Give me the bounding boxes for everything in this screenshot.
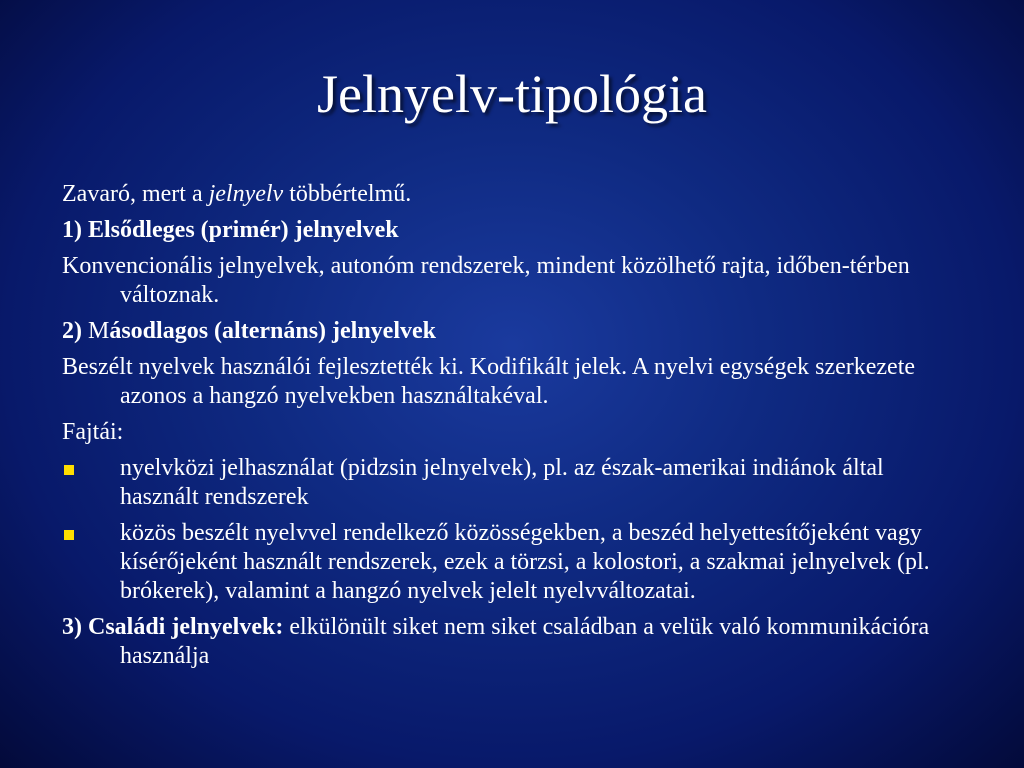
heading-family-label: 3) Családi jelnyelvek:	[62, 614, 284, 640]
list-item-text: közös beszélt nyelvvel rendelkező közösségekben, a beszéd helyettesítőjeként vagy kísérőjeként használt rendszerek, ezek a törzsi, a kolostori, a szakmai jelnyelvek (pl. brókerek), valamint a hangzó nyelvek jelelt nyelvváltozatai.	[120, 520, 930, 604]
heading-family-text: elkülönült siket nem siket családban a velük való kommunikációra használja	[120, 614, 930, 669]
types-label: Fajtái:	[62, 419, 124, 445]
primary-description: Konvencionális jelnyelvek, autonóm rendszerek, mindent közölhető rajta, időben-térben változnak.	[62, 253, 910, 308]
intro-text-a: Zavaró, mert a	[62, 181, 209, 207]
bullet-square-icon	[64, 465, 74, 475]
heading-secondary-number: 2)	[62, 318, 88, 344]
heading-secondary	[62, 317, 962, 346]
list-item	[62, 519, 962, 606]
slide-title: Jelnyelv-tipológia	[317, 64, 707, 124]
heading-primary: 1) Elsődleges (primér) jelnyelvek	[62, 217, 399, 243]
heading-secondary-initial: M	[88, 318, 110, 344]
heading-secondary-rest: ásodlagos (alternáns) jelnyelvek	[109, 318, 437, 344]
list-item	[62, 454, 962, 512]
slide-body	[62, 180, 962, 678]
list-item-text: nyelvközi jelhasználat (pidzsin jelnyelvek), pl. az észak-amerikai indiánok által használt rendszerek	[120, 455, 884, 510]
heading-family	[62, 613, 962, 671]
intro-line	[62, 180, 962, 209]
intro-text-c: többértelmű.	[283, 181, 412, 207]
bullet-square-icon	[64, 530, 74, 540]
intro-text-italic: jelnyelv	[208, 181, 284, 207]
secondary-description: Beszélt nyelvek használói fejlesztették ki. Kodifikált jelek. A nyelvi egységek szerkezete azonos a hangzó nyelvekben használtakéval.	[62, 354, 916, 409]
